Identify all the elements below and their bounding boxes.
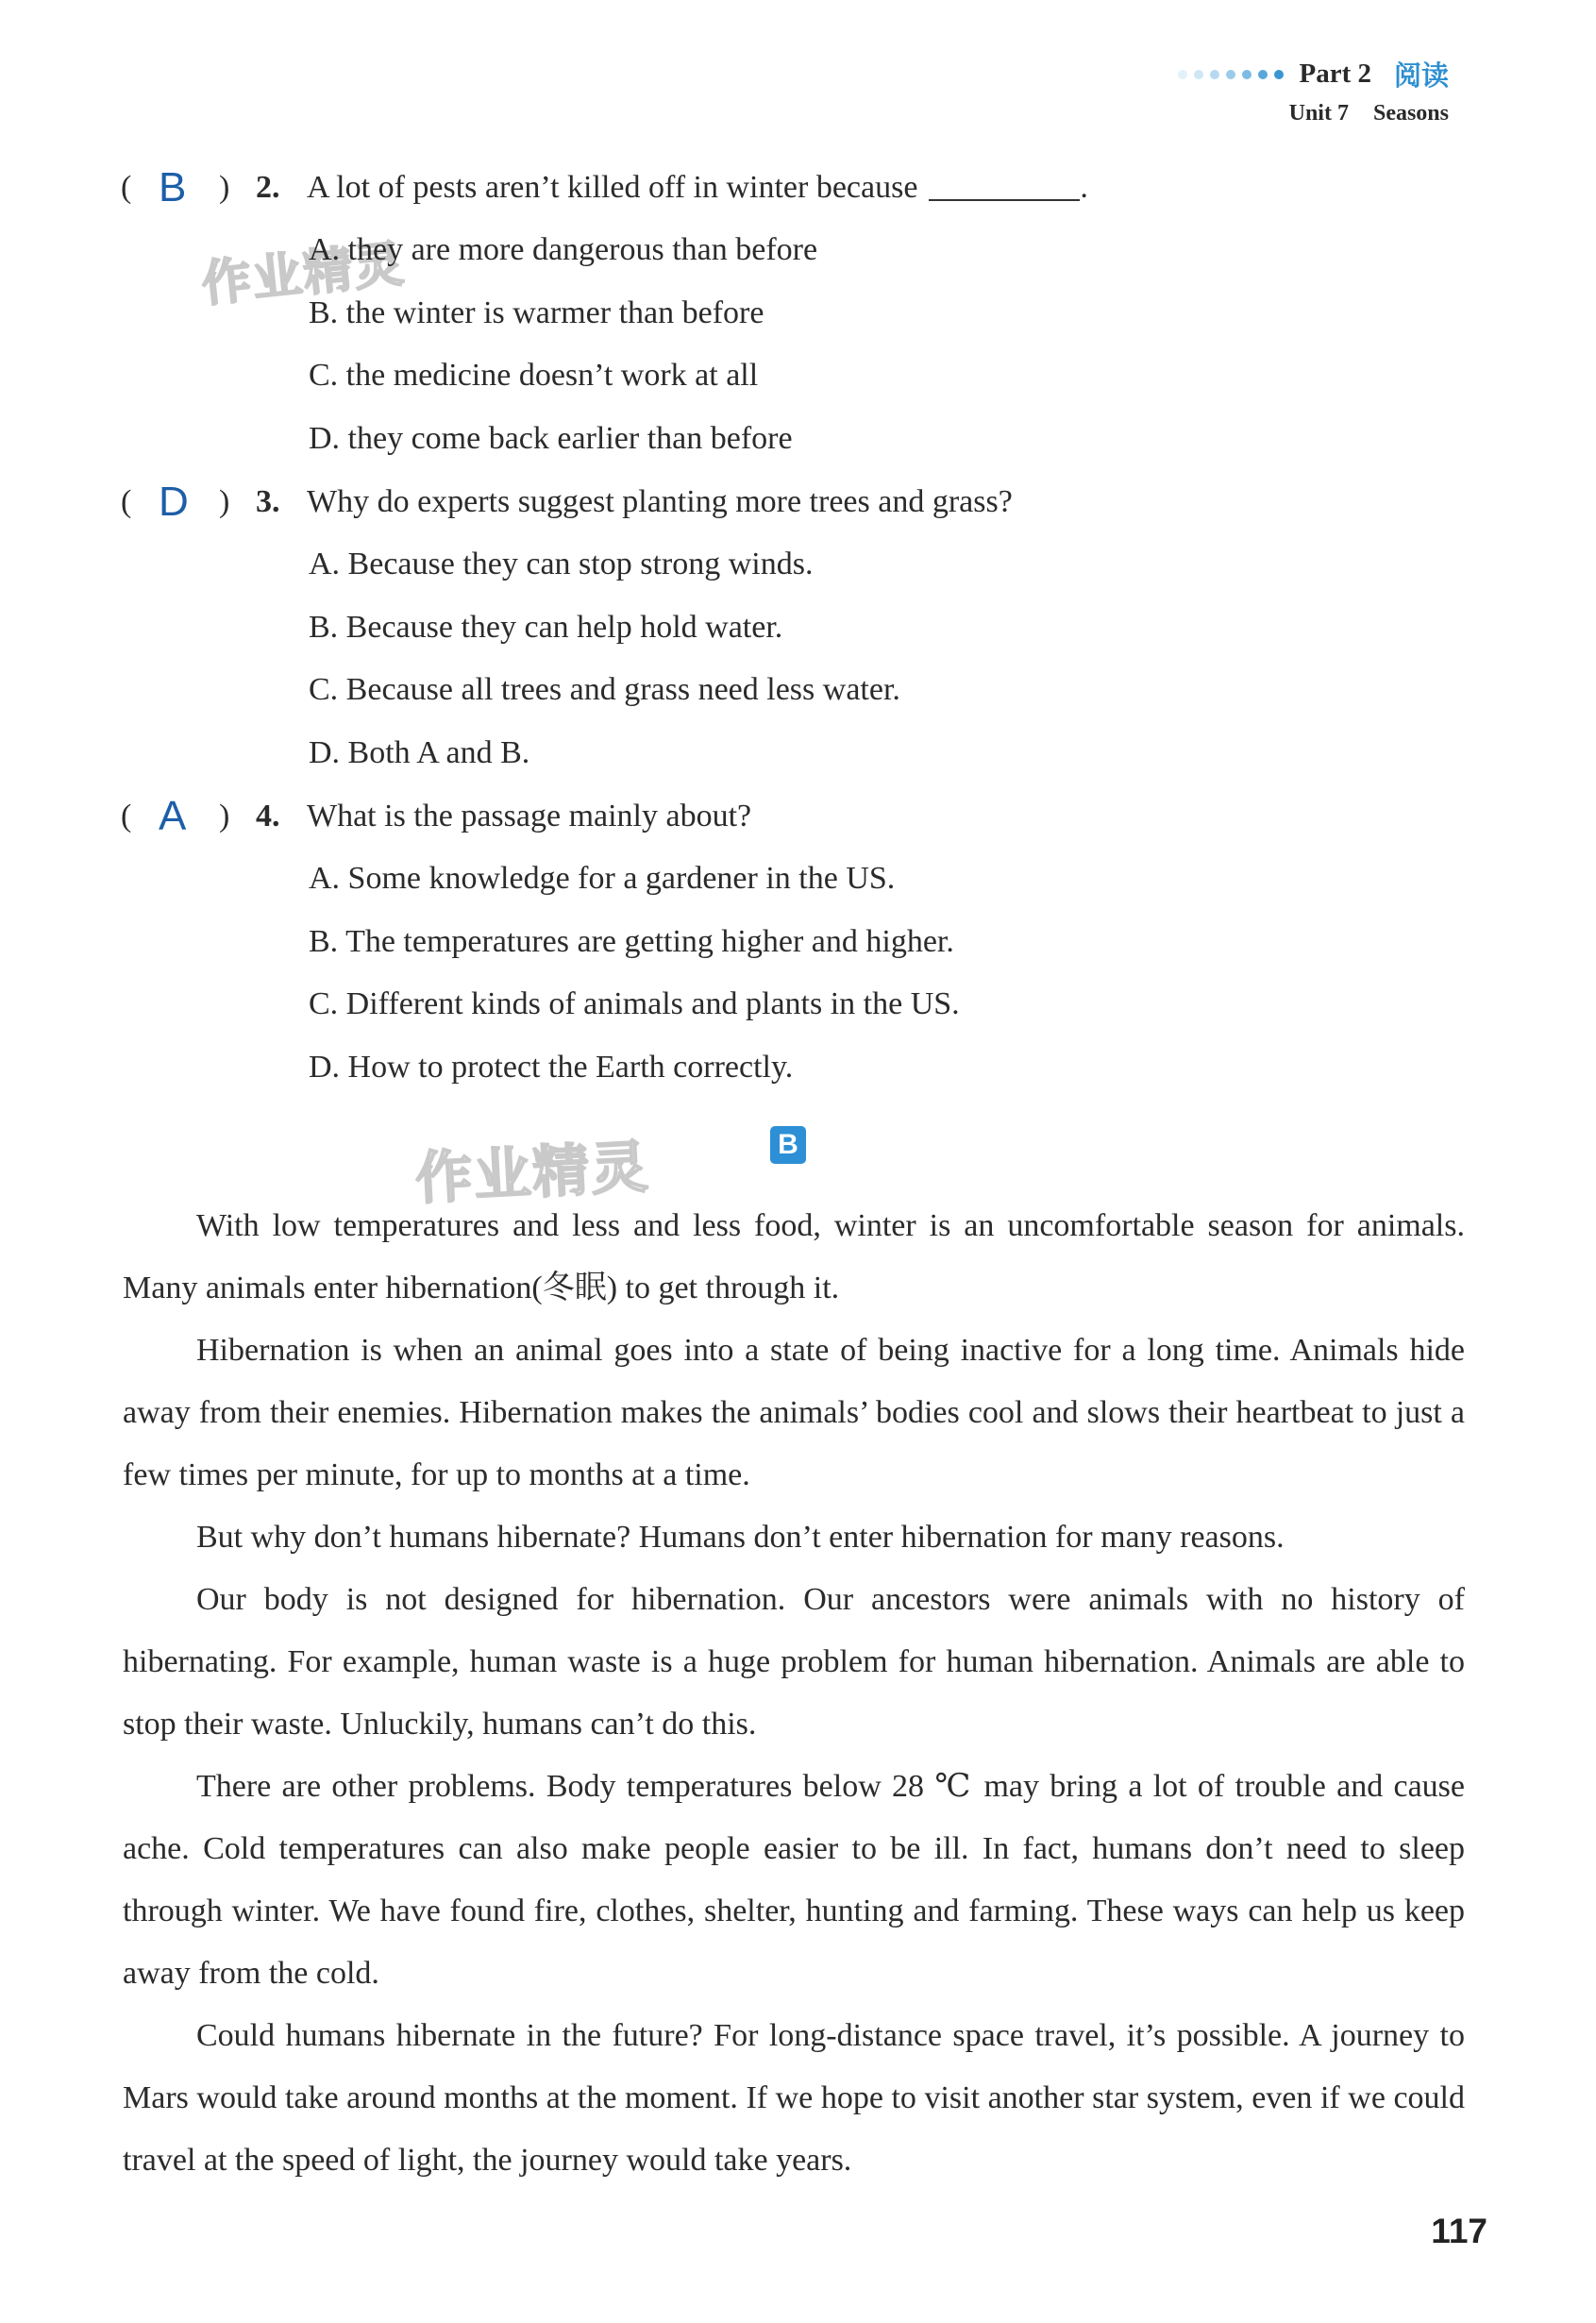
decorative-dots-icon (1178, 70, 1284, 79)
passage-paragraph: Could humans hibernate in the future? For long-distance space travel, it’s possible. A journey to Mars would take around months at the moment. If we hope to visit another star system, even if we could travel at the speed of light, the journey would take years. (123, 2018, 1465, 2178)
question-number: 2. (256, 170, 280, 205)
option: D. How to protect the Earth correctly. (309, 1050, 794, 1085)
passage-paragraph: There are other problems. Body temperatures below 28 ℃ may bring a lot of trouble and cause ache. Cold temperatures can also make people easier to be ill. In fact, humans don’t need to sleep through winter. We have found fire, clothes, shelter, hunting and farming. These ways can help us keep away from the cold. (123, 1769, 1465, 1991)
answer-bracket: ( (121, 170, 132, 205)
option: B. Because they can help hold water. (309, 610, 783, 645)
answer-letter: B (159, 164, 187, 210)
option: C. Because all trees and grass need less water. (309, 672, 900, 707)
reading-passage (123, 1195, 1465, 2192)
watermark: 作业精灵 (199, 235, 409, 314)
question-4: ( A ) 4. What is the passage mainly about? (121, 793, 752, 839)
option: D. Both A and B. (309, 735, 530, 770)
section-label: 阅读 (1393, 59, 1449, 92)
question-number: 4. (256, 799, 280, 833)
option: A. Some knowledge for a gardener in the US. (309, 861, 896, 896)
answer-letter: A (159, 793, 187, 839)
answer-letter: D (159, 479, 189, 525)
question-2: ( B ) 2. A lot of pests aren’t killed off in winter because . (121, 164, 1088, 210)
page-number: 117 (1431, 2212, 1487, 2250)
option: B. the winter is warmer than before (309, 295, 764, 330)
passage-paragraph: Hibernation is when an animal goes into a state of being inactive for a long time. Animals hide away from their enemies. Hibernation makes the animals’ bodies cool and slows their heartbeat to just a few times per minute, for up to months at a time. (123, 1333, 1465, 1492)
section-b-badge: B (770, 1126, 806, 1164)
option: C. Different kinds of animals and plants in the US. (309, 986, 960, 1021)
part-label: Part 2 (1299, 59, 1371, 89)
option: B. The temperatures are getting higher and higher. (309, 924, 954, 959)
question-number: 3. (256, 484, 280, 519)
passage-paragraph: With low temperatures and less and less food, winter is an uncomfortable season for animals. Many animals enter hibernation(冬眠) to get through it. (123, 1208, 1465, 1305)
option: A. they are more dangerous than before (309, 232, 818, 267)
option: C. the medicine doesn’t work at all (309, 358, 759, 393)
passage-paragraph: Our body is not designed for hibernation. Our ancestors were animals with no history of hibernating. For example, human waste is a huge problem for human hibernation. Animals are able to stop their waste. Unluckily, humans can’t do this. (123, 1582, 1465, 1742)
option: D. they come back earlier than before (309, 421, 793, 456)
question-3: ( D ) 3. Why do experts suggest planting more trees and grass? (121, 479, 1013, 525)
question-stem: A lot of pests aren’t killed off in winter because . (307, 170, 1088, 205)
unit-label: Unit 7 (1288, 101, 1349, 126)
question-stem: Why do experts suggest planting more trees and grass? (307, 484, 1013, 519)
page-header (1178, 55, 1449, 126)
passage-paragraph: But why don’t humans hibernate? Humans don’t enter hibernation for many reasons. (196, 1520, 1285, 1555)
topic-label: Seasons (1372, 101, 1449, 126)
question-stem: What is the passage mainly about? (307, 799, 752, 833)
answer-blank (929, 171, 1080, 201)
watermark: 作业精灵 (413, 1134, 651, 1213)
option: A. Because they can stop strong winds. (309, 547, 814, 581)
